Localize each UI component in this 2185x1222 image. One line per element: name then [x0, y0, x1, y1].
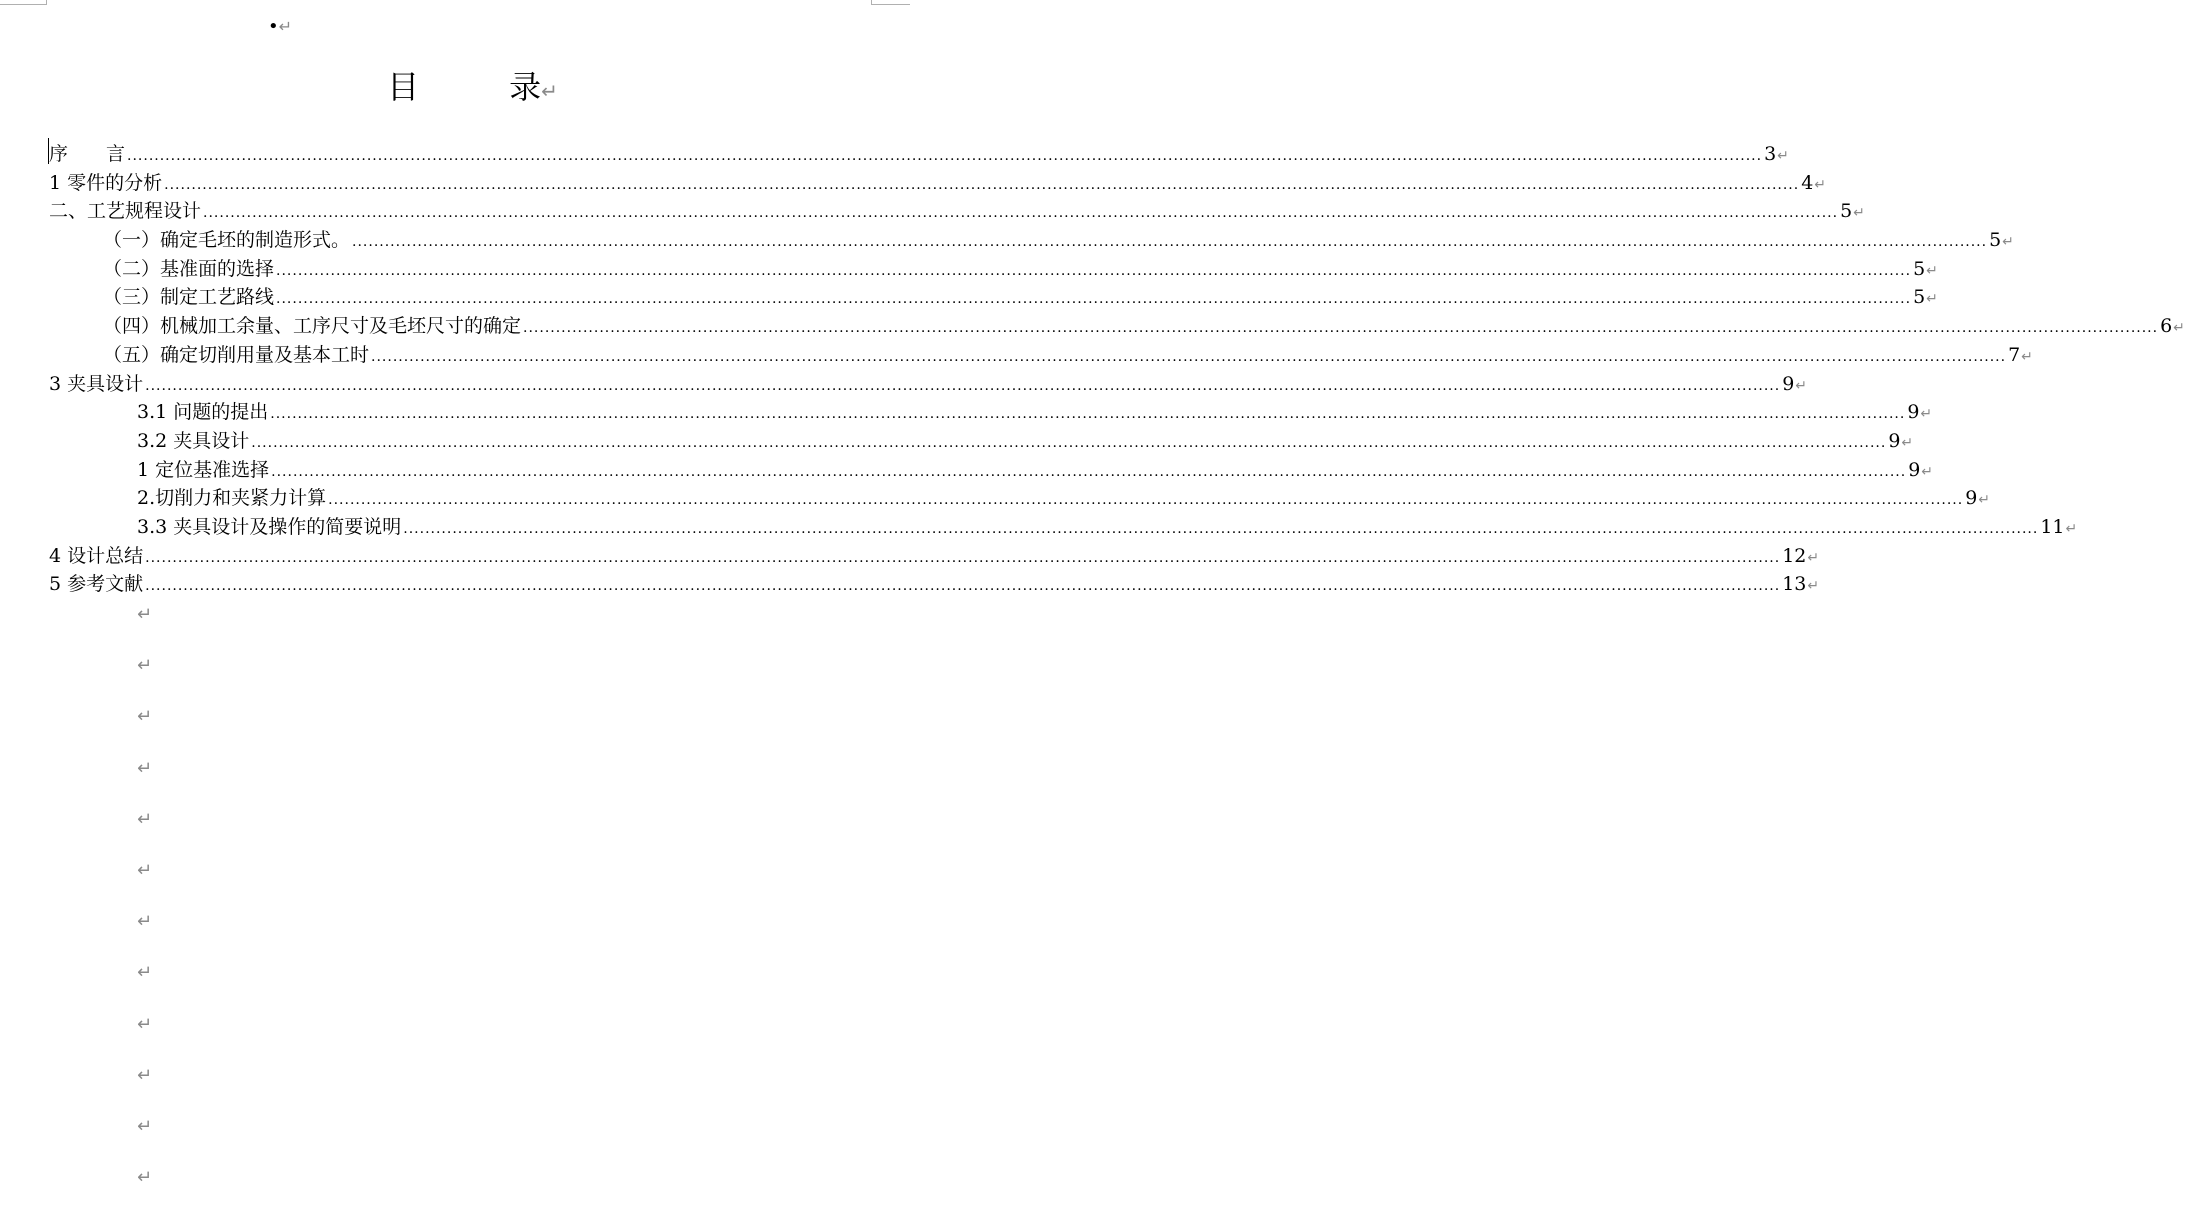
- paragraph-mark-icon: ↵: [1795, 377, 1808, 394]
- toc-page-number: 12: [1782, 544, 1807, 567]
- toc-page-number: 9: [1782, 372, 1795, 395]
- toc-entry[interactable]: [49, 312, 2185, 341]
- paragraph-mark-icon: ↵: [2065, 520, 2078, 537]
- toc-entry[interactable]: [49, 283, 1938, 312]
- paragraph-mark-icon: ↵: [1926, 262, 1938, 279]
- paragraph-mark-icon: ↵: [137, 859, 153, 881]
- toc-entry[interactable]: [49, 570, 1820, 599]
- toc-entry-label: 3.3 夹具设计及操作的简要说明: [137, 515, 402, 538]
- paragraph-mark-icon: ↵: [137, 757, 153, 779]
- toc-entry-label: 序 言: [49, 143, 126, 165]
- empty-paragraphs: [137, 600, 152, 1214]
- toc-page-number: 4: [1801, 171, 1814, 194]
- toc-dot-leader: ............................................................................................................................................................................................................................................................................................................: [145, 578, 1781, 595]
- toc-page-number: 3: [1764, 143, 1777, 165]
- toc-dot-leader: ............................................................................................................................................................................................................................................................................................................: [164, 176, 1800, 193]
- toc-entry-label: （四）机械加工余量、工序尺寸及毛坯尺寸的确定: [103, 315, 522, 338]
- toc-dot-leader: ............................................................................................................................................................................................................................................................................................................: [270, 406, 1906, 423]
- table-of-contents: [49, 140, 2185, 599]
- toc-entry-label: 1 零件的分析: [49, 171, 163, 194]
- toc-dot-leader: ............................................................................................................................................................................................................................................................................................................: [371, 348, 2007, 365]
- paragraph-mark-icon: ↵: [1853, 205, 1865, 222]
- toc-dot-leader: ............................................................................................................................................................................................................................................................................................................: [352, 234, 1988, 251]
- toc-page-number: 9: [1907, 401, 1920, 424]
- toc-entry[interactable]: [49, 169, 1827, 198]
- title-char-1: 目: [387, 68, 420, 106]
- toc-page-number: 9: [1888, 429, 1901, 452]
- toc-entry[interactable]: [49, 370, 1808, 399]
- toc-entry-label: 3.1 问题的提出: [137, 401, 269, 424]
- paragraph-mark-icon: ↵: [137, 706, 153, 728]
- paragraph-mark-icon: ↵: [1926, 291, 1938, 308]
- toc-page-number: 5: [1840, 200, 1853, 223]
- toc-page-number: 5: [1913, 286, 1926, 309]
- toc-entry[interactable]: [49, 255, 1938, 284]
- toc-entry[interactable]: [49, 484, 1991, 513]
- paragraph-mark-icon: ↵: [137, 911, 153, 933]
- toc-entry[interactable]: [49, 456, 1934, 485]
- paragraph-mark-icon: ↵: [137, 1013, 153, 1035]
- paragraph-mark-icon: ↵: [1978, 492, 1991, 509]
- toc-entry[interactable]: [49, 226, 2014, 255]
- toc-dot-leader: ............................................................................................................................................................................................................................................................................................................: [145, 549, 1781, 566]
- paragraph-mark-icon: ↵: [1807, 549, 1820, 566]
- toc-entry-label: （一）确定毛坯的制造形式。: [103, 229, 351, 252]
- toc-entry-label: 3 夹具设计: [49, 372, 144, 395]
- toc-page-number: 9: [1908, 458, 1921, 481]
- paragraph-mark-icon: ↵: [1920, 406, 1933, 423]
- toc-entry-label: 2.切削力和夹紧力计算: [137, 487, 327, 510]
- toc-entry-label: （三）制定工艺路线: [103, 286, 275, 309]
- toc-entry-label: 4 设计总结: [49, 544, 144, 567]
- toc-page-number: 11: [2040, 515, 2065, 538]
- toc-dot-leader: ............................................................................................................................................................................................................................................................................................................: [271, 463, 1907, 480]
- toc-dot-leader: ............................................................................................................................................................................................................................................................................................................: [127, 148, 1763, 164]
- bullet-dot: •: [268, 16, 279, 37]
- toc-entry[interactable]: [49, 197, 1865, 226]
- paragraph-mark-icon: ↵: [137, 962, 153, 984]
- toc-entry[interactable]: [49, 513, 2078, 542]
- toc-entry-label: 3.2 夹具设计: [137, 429, 250, 452]
- page-corner-left: [0, 0, 47, 5]
- paragraph-mark-icon: ↵: [541, 79, 558, 103]
- toc-dot-leader: ............................................................................................................................................................................................................................................................................................................: [276, 291, 1912, 308]
- paragraph-mark-icon: ↵: [137, 655, 153, 677]
- paragraph-mark-icon: ↵: [1814, 176, 1827, 193]
- toc-page-number: 5: [1913, 257, 1926, 280]
- toc-entry-label: （五）确定切削用量及基本工时: [103, 343, 370, 366]
- toc-dot-leader: ............................................................................................................................................................................................................................................................................................................: [523, 320, 2159, 337]
- top-paragraph: [268, 16, 292, 38]
- toc-dot-leader: ............................................................................................................................................................................................................................................................................................................: [145, 377, 1781, 394]
- paragraph-mark-icon: ↵: [137, 808, 153, 830]
- toc-entry[interactable]: [49, 398, 1933, 427]
- toc-page-number: 7: [2008, 343, 2021, 366]
- page-title: [0, 62, 945, 116]
- toc-dot-leader: ............................................................................................................................................................................................................................................................................................................: [276, 262, 1912, 279]
- paragraph-mark-icon: ↵: [2002, 234, 2014, 251]
- toc-dot-leader: ............................................................................................................................................................................................................................................................................................................: [328, 492, 1964, 509]
- toc-page-number: 9: [1965, 487, 1978, 510]
- paragraph-mark-icon: ↵: [278, 17, 293, 36]
- paragraph-mark-icon: ↵: [1807, 578, 1820, 595]
- paragraph-mark-icon: ↵: [137, 1115, 153, 1137]
- toc-page-number: 6: [2160, 315, 2173, 338]
- toc-dot-leader: ............................................................................................................................................................................................................................................................................................................: [203, 205, 1839, 222]
- toc-entry[interactable]: [49, 542, 1820, 571]
- paragraph-mark-icon: ↵: [2173, 320, 2185, 337]
- toc-dot-leader: ............................................................................................................................................................................................................................................................................................................: [403, 520, 2039, 537]
- toc-page-number: 13: [1782, 573, 1807, 596]
- toc-entry[interactable]: [49, 341, 2033, 370]
- toc-entry-label: 二、工艺规程设计: [49, 200, 202, 223]
- toc-entry-label: 1 定位基准选择: [137, 458, 270, 481]
- paragraph-mark-icon: ↵: [137, 1064, 153, 1086]
- paragraph-mark-icon: ↵: [137, 1167, 153, 1189]
- paragraph-mark-icon: ↵: [1901, 434, 1914, 451]
- title-char-2: 录: [509, 68, 542, 106]
- toc-dot-leader: ............................................................................................................................................................................................................................................................................................................: [251, 434, 1887, 451]
- paragraph-mark-icon: ↵: [2021, 348, 2033, 365]
- page-corner-right: [871, 0, 910, 5]
- toc-entry[interactable]: [49, 427, 1914, 456]
- paragraph-mark-icon: ↵: [137, 604, 153, 625]
- toc-page-number: 5: [1989, 229, 2002, 252]
- toc-entry[interactable]: [49, 140, 1789, 169]
- paragraph-mark-icon: ↵: [1777, 148, 1789, 164]
- paragraph-mark-icon: ↵: [1921, 463, 1934, 480]
- toc-entry-label: （二）基准面的选择: [103, 257, 275, 280]
- toc-entry-label: 5 参考文献: [49, 573, 144, 596]
